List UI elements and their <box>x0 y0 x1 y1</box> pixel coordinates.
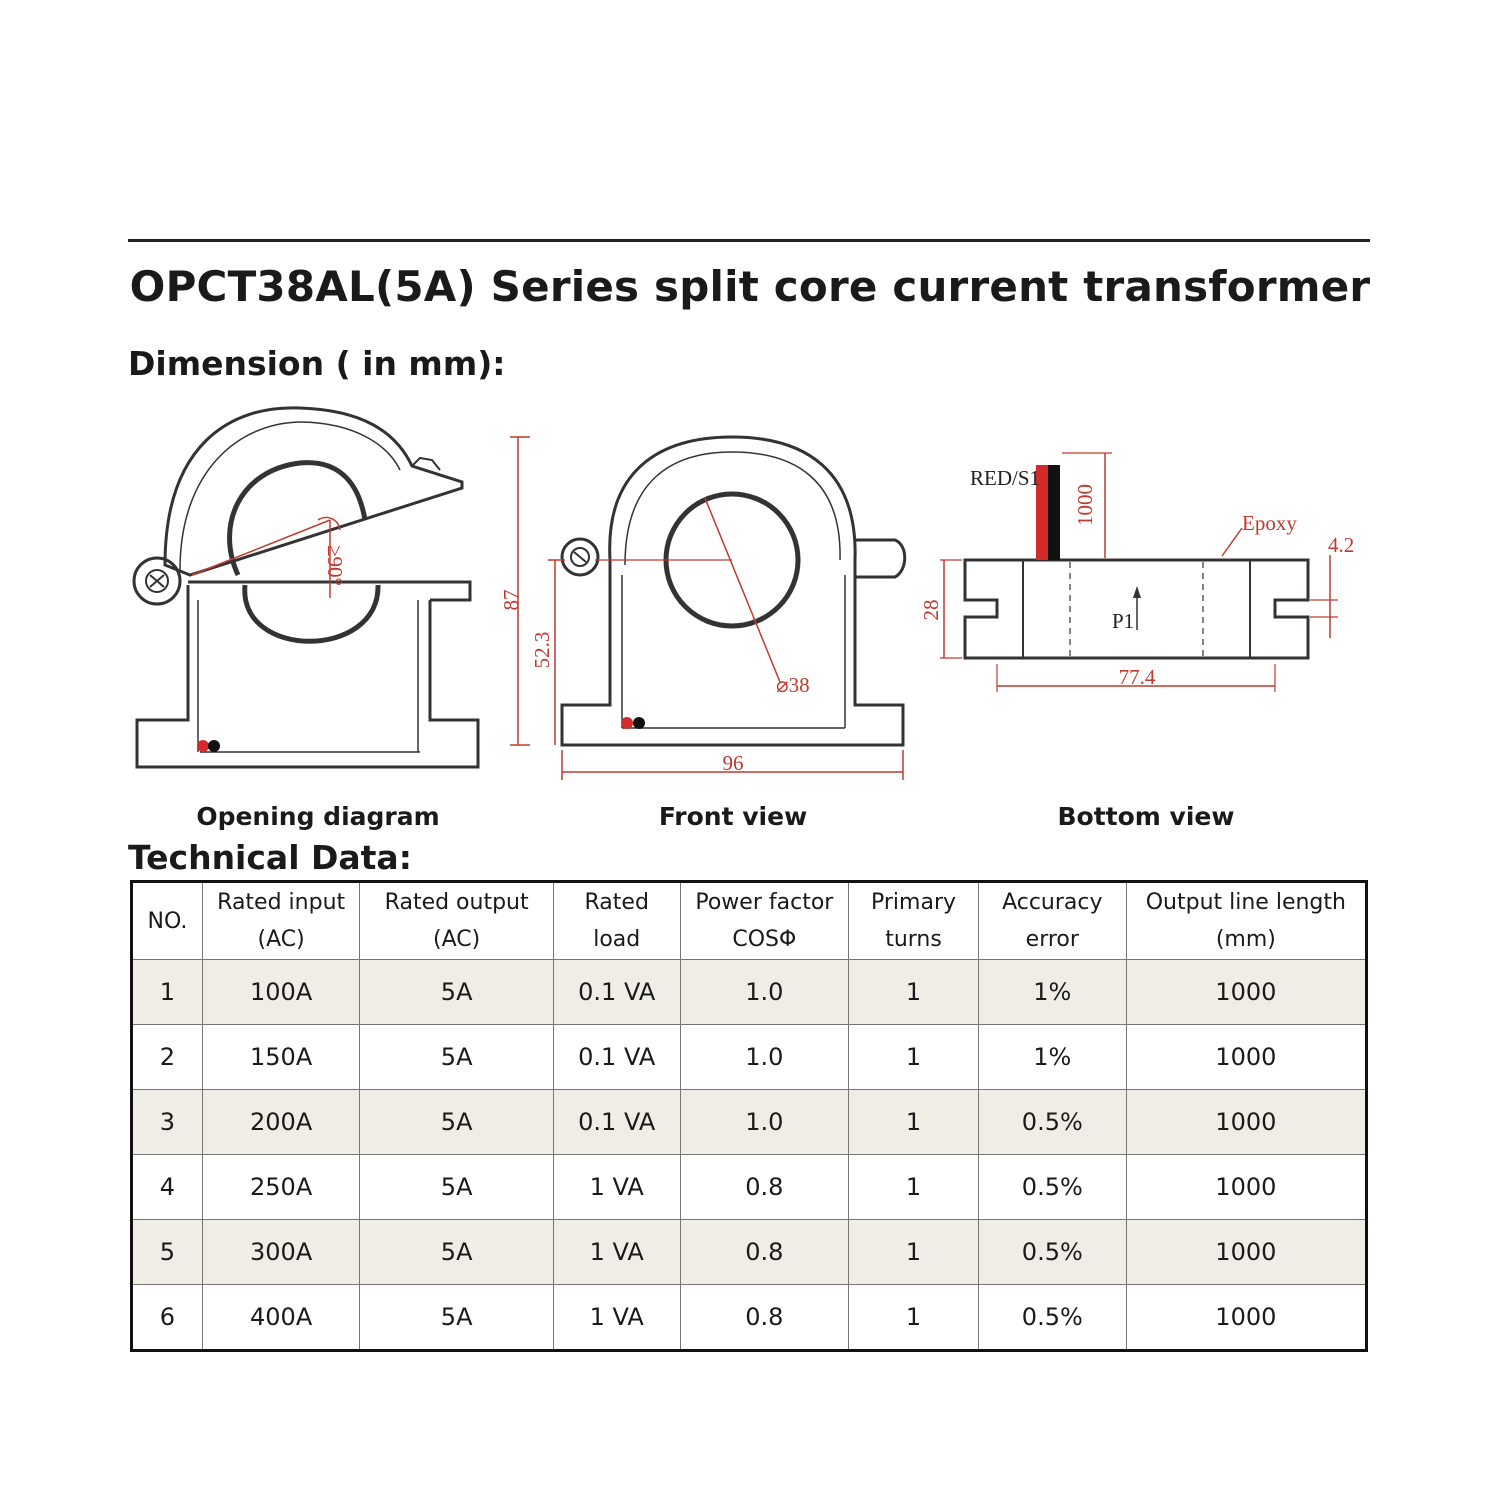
table-cell: 5A <box>360 960 553 1025</box>
table-cell: 1000 <box>1126 1220 1366 1285</box>
table-cell: 1000 <box>1126 1090 1366 1155</box>
table-cell: 1% <box>978 960 1126 1025</box>
table-header-cell <box>360 882 553 960</box>
table-cell: 1000 <box>1126 1285 1366 1351</box>
table-cell: 1 <box>849 1220 979 1285</box>
table-cell: 1.0 <box>680 960 849 1025</box>
table-cell: 0.1 VA <box>553 960 680 1025</box>
header-line: Primary <box>871 890 957 915</box>
opening-diagram <box>134 408 478 767</box>
header-line: load <box>593 927 641 952</box>
table-header-cell <box>680 882 849 960</box>
table-header-cell <box>1126 882 1366 960</box>
table-cell: 0.5% <box>978 1155 1126 1220</box>
table-cell: 0.1 VA <box>553 1090 680 1155</box>
table-cell: 0.8 <box>680 1285 849 1351</box>
front-diameter-label: ⌀38 <box>776 673 810 697</box>
opening-angle-label: ≥90° <box>323 545 347 586</box>
table-cell: 250A <box>202 1155 360 1220</box>
table-cell: 0.8 <box>680 1220 849 1285</box>
table-body <box>132 960 1367 1351</box>
table-cell: 1.0 <box>680 1090 849 1155</box>
header-line: Rated output <box>384 890 529 915</box>
table-cell: 100A <box>202 960 360 1025</box>
table-cell: 200A <box>202 1090 360 1155</box>
table-cell: 5A <box>360 1220 553 1285</box>
page-title: OPCT38AL(5A) Series split core current transformer <box>129 262 1371 311</box>
header-line: Power factor <box>695 890 834 915</box>
header-line: turns <box>885 927 942 952</box>
table-cell: 1000 <box>1126 1155 1366 1220</box>
header-line: Rated input <box>217 890 346 915</box>
table-cell: 1 VA <box>553 1285 680 1351</box>
table-cell: 5A <box>360 1090 553 1155</box>
table-header-cell <box>132 882 203 960</box>
technical-data-table <box>130 880 1368 1352</box>
table-cell: 1000 <box>1126 1025 1366 1090</box>
table-cell: 5 <box>132 1220 203 1285</box>
table-cell: 1 <box>849 960 979 1025</box>
table-cell: 150A <box>202 1025 360 1090</box>
table-cell: 5A <box>360 1155 553 1220</box>
table-row <box>132 1025 1367 1090</box>
table-cell: 1 <box>849 1155 979 1220</box>
table-cell: 400A <box>202 1285 360 1351</box>
bottom-length-label: 77.4 <box>1118 665 1156 689</box>
table-cell: 1000 <box>1126 960 1366 1025</box>
header-line: (mm) <box>1215 927 1276 952</box>
table-cell: 1% <box>978 1025 1126 1090</box>
bottom-wire-label: RED/S1 <box>970 466 1041 490</box>
table-cell: 5A <box>360 1285 553 1351</box>
table-cell: 1 VA <box>553 1155 680 1220</box>
header-line: COSΦ <box>732 927 797 952</box>
dimension-heading: Dimension ( in mm): <box>128 344 506 383</box>
table-header-cell <box>849 882 979 960</box>
table-row <box>132 960 1367 1025</box>
slot-label: 4.2 <box>1328 533 1355 557</box>
table-row <box>132 1090 1367 1155</box>
table-cell: 0.5% <box>978 1285 1126 1351</box>
header-line: Accuracy <box>1002 890 1103 915</box>
table-cell: 1 <box>849 1285 979 1351</box>
table-cell: 3 <box>132 1090 203 1155</box>
front-center-height-label: 52.3 <box>530 631 554 669</box>
table-cell: 1.0 <box>680 1025 849 1090</box>
bottom-height-label: 28 <box>919 599 943 621</box>
opening-diagram-caption: Opening diagram <box>196 802 440 831</box>
table-cell: 4 <box>132 1155 203 1220</box>
header-line: (AC) <box>433 927 481 952</box>
technical-heading: Technical Data: <box>128 838 412 877</box>
header-line: error <box>1025 927 1079 952</box>
table-cell: 2 <box>132 1025 203 1090</box>
table-cell: 1 <box>849 1025 979 1090</box>
bottom-wire-length-label: 1000 <box>1073 484 1097 526</box>
table-cell: 0.5% <box>978 1220 1126 1285</box>
front-view-caption: Front view <box>658 802 808 831</box>
table-header-cell <box>553 882 680 960</box>
table-cell: 5A <box>360 1025 553 1090</box>
table-cell: 1 <box>849 1090 979 1155</box>
front-view <box>510 437 905 780</box>
bottom-view-caption: Bottom view <box>1057 802 1235 831</box>
table-cell: 1 <box>132 960 203 1025</box>
front-height-label: 87 <box>499 589 523 611</box>
table-cell: 0.8 <box>680 1155 849 1220</box>
table-row <box>132 1220 1367 1285</box>
header-line: Rated <box>584 890 649 915</box>
table-cell: 0.1 VA <box>553 1025 680 1090</box>
table-row <box>132 1155 1367 1220</box>
header-line: Output line length <box>1145 890 1346 915</box>
header-line: (AC) <box>257 927 305 952</box>
table-cell: 300A <box>202 1220 360 1285</box>
table-cell: 6 <box>132 1285 203 1351</box>
epoxy-label: Epoxy <box>1242 511 1297 535</box>
p1-label: P1 <box>1112 609 1135 633</box>
table-header-cell <box>978 882 1126 960</box>
table-cell: 1 VA <box>553 1220 680 1285</box>
table-cell: 0.5% <box>978 1090 1126 1155</box>
table-header-cell <box>202 882 360 960</box>
front-width-label: 96 <box>722 751 744 775</box>
table-header-row <box>132 882 1367 960</box>
header-line: NO. <box>147 908 188 934</box>
table-row <box>132 1285 1367 1351</box>
